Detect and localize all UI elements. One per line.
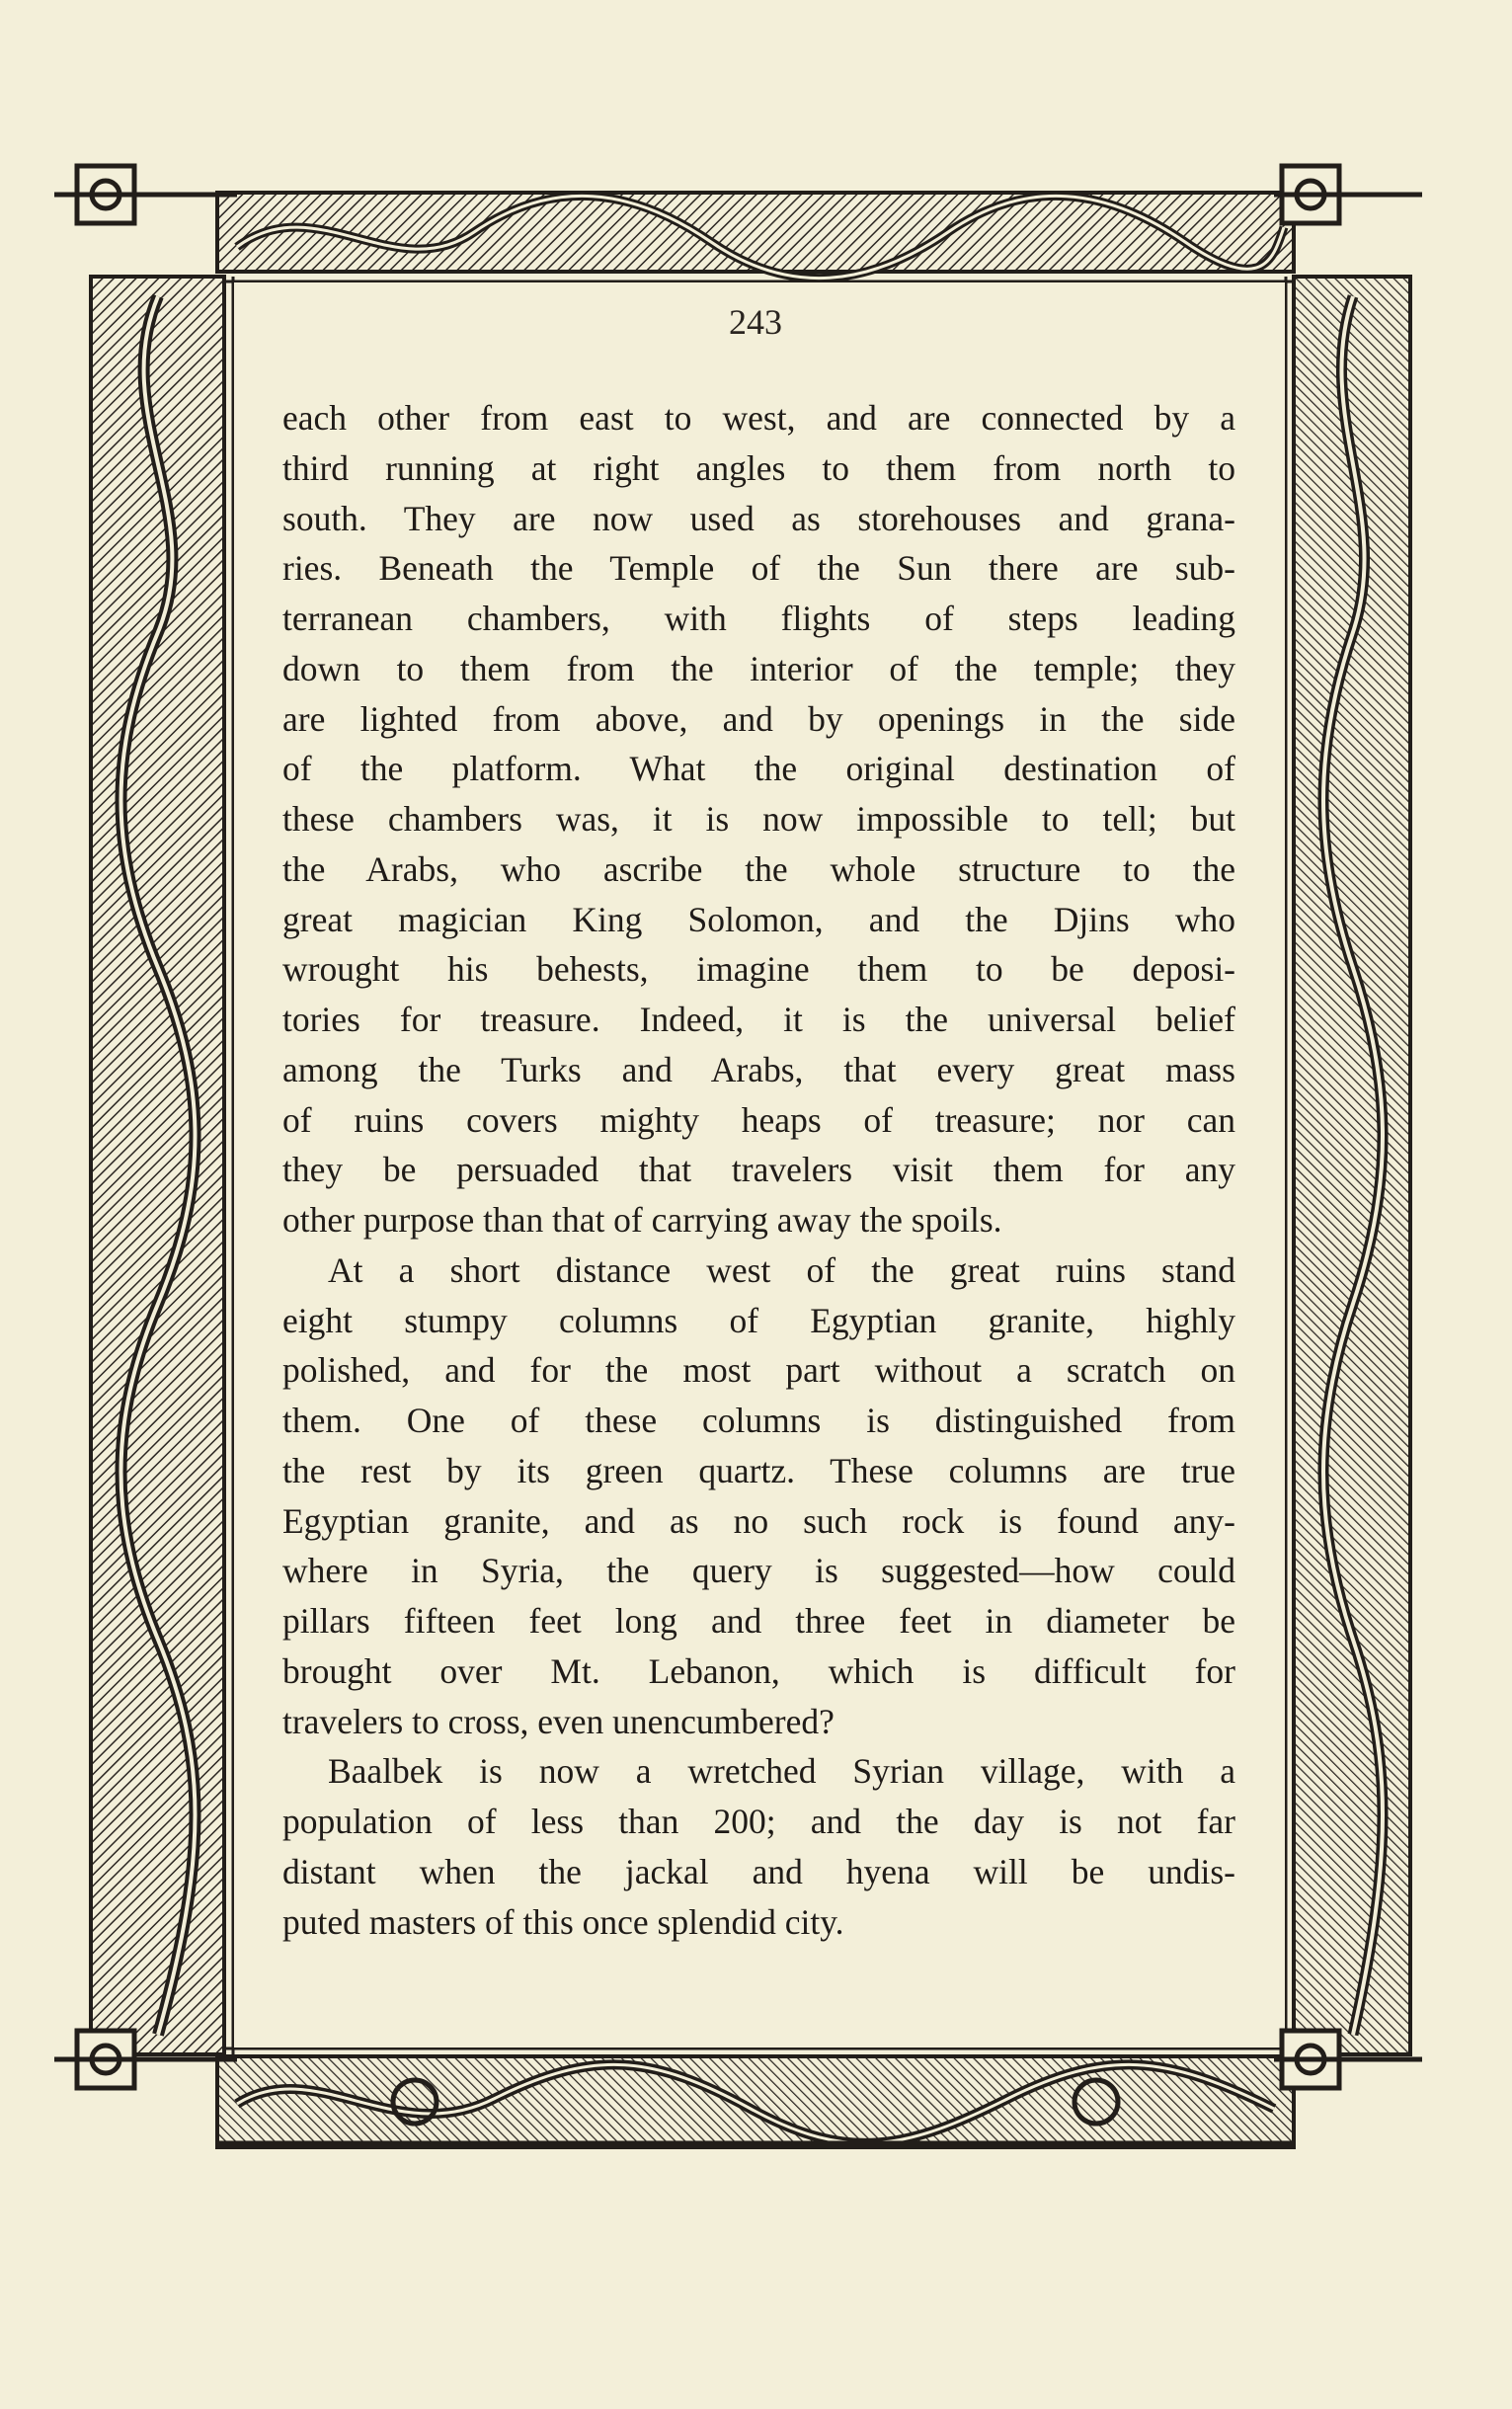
text-line: them. One of these columns is distinguished from <box>282 1401 1235 1440</box>
text-line: wrought his behests, imagine them to be deposi- <box>282 949 1235 990</box>
text-line: south. They are now used as storehouses and grana- <box>282 498 1235 538</box>
text-line: third running at right angles to them from north to <box>282 447 1235 488</box>
text-line: among the Turks and Arabs, that every great mass <box>282 1049 1235 1089</box>
text-line: At a short distance west of the great ruins stand <box>328 1249 1235 1290</box>
paragraph <box>282 1245 1235 1747</box>
text-line: brought over Mt. Lebanon, which is difficult for <box>282 1650 1235 1691</box>
text-line: each other from east to west, and are connected by a <box>282 398 1235 438</box>
text-line: down to them from the interior of the temple; they <box>282 648 1235 688</box>
text-line: polished, and for the most part without a scratch on <box>282 1350 1235 1391</box>
text-line: other purpose than that of carrying away the spoils. <box>282 1200 1002 1240</box>
text-line: pillars fifteen feet long and three feet in diameter be <box>282 1601 1235 1641</box>
text-line: of the platform. What the original destination of <box>282 749 1235 789</box>
body-text <box>282 393 1235 1947</box>
text-line: travelers to cross, even unencumbered? <box>282 1701 835 1741</box>
text-line: population of less than 200; and the day is not far <box>282 1802 1235 1841</box>
text-line: where in Syria, the query is suggested—how could <box>282 1551 1235 1591</box>
page-number: 243 <box>729 302 782 342</box>
text-line: distant when the jackal and hyena will be undis- <box>282 1851 1235 1891</box>
paragraph <box>282 393 1235 1245</box>
text-line: great magician King Solomon, and the Djins who <box>282 899 1235 939</box>
text-line: Baalbek is now a wretched Syrian village, with a <box>328 1751 1235 1792</box>
text-line: eight stumpy columns of Egyptian granite, highly <box>282 1300 1235 1340</box>
text-line: terranean chambers, with flights of steps leading <box>282 599 1235 638</box>
paragraph <box>282 1746 1235 1947</box>
bottom-border-band <box>217 2048 1294 2147</box>
text-line: they be persuaded that travelers visit them for any <box>282 1150 1235 1190</box>
top-border-band <box>217 193 1294 281</box>
text-line: ries. Beneath the Temple of the Sun there are sub- <box>282 548 1235 589</box>
text-line: the Arabs, who ascribe the whole structure to the <box>282 848 1235 889</box>
left-border-column <box>91 277 233 2054</box>
text-line: puted masters of this once splendid city. <box>282 1901 844 1942</box>
text-line: Egyptian granite, and as no such rock is found any- <box>282 1500 1235 1541</box>
text-line: tories for treasure. Indeed, it is the universal belief <box>282 1000 1235 1039</box>
right-border-column <box>1286 277 1410 2054</box>
text-line: the rest by its green quartz. These columns are true <box>282 1450 1235 1490</box>
text-line: of ruins covers mighty heaps of treasure; nor can <box>282 1099 1235 1140</box>
text-line: these chambers was, it is now impossible to tell; but <box>282 799 1235 839</box>
text-line: are lighted from above, and by openings in the side <box>282 698 1235 739</box>
